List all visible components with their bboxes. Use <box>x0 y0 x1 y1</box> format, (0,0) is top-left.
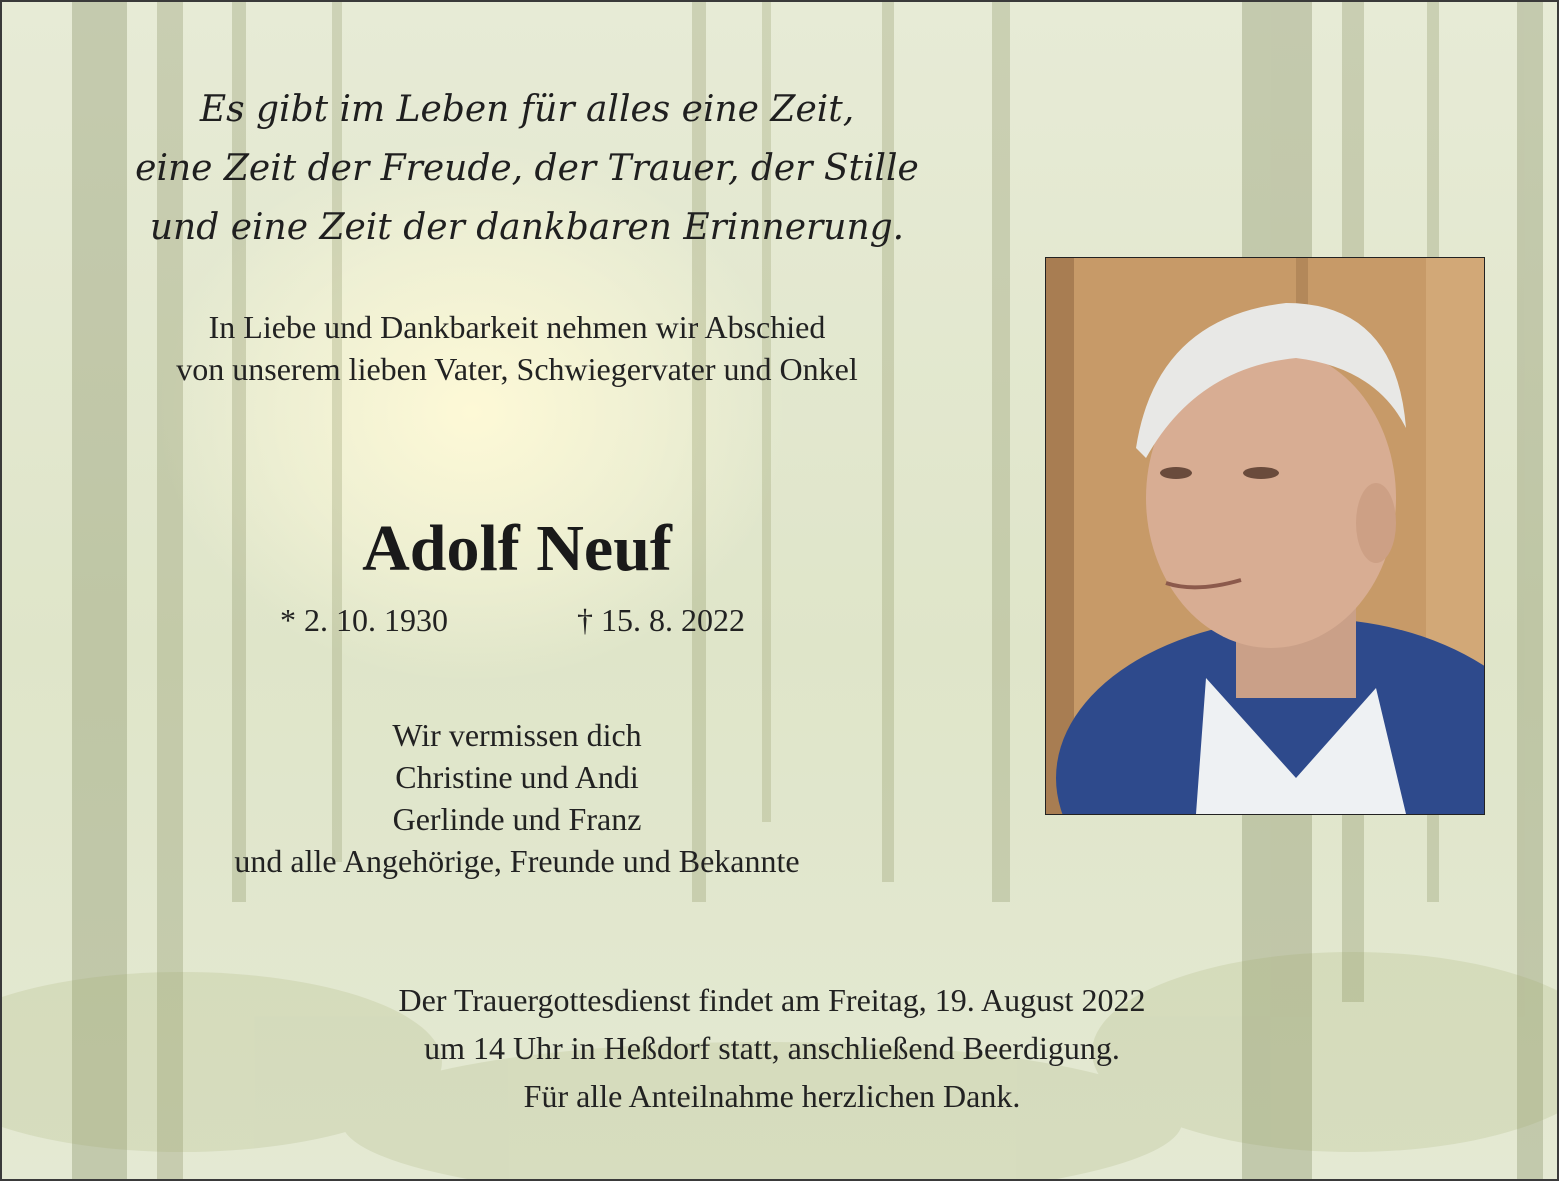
farewell-intro <box>92 306 942 390</box>
death-date: † 15. 8. 2022 <box>577 602 745 638</box>
service-notice <box>272 976 1272 1120</box>
verse-line-2: eine Zeit der Freude, der Trauer, der Stille <box>135 148 919 189</box>
service-line-2: um 14 Uhr in Heßdorf statt, anschließend Beerdigung. <box>424 1030 1120 1066</box>
mourners-line-1: Wir vermissen dich <box>392 717 642 753</box>
portrait-photo <box>1045 257 1485 815</box>
intro-line-1: In Liebe und Dankbarkeit nehmen wir Abschied <box>208 309 826 345</box>
intro-line-2: von unserem lieben Vater, Schwiegervater und Onkel <box>176 351 858 387</box>
mourners-line-2: Christine und Andi <box>395 759 639 795</box>
portrait-illustration <box>1046 258 1484 814</box>
birth-date: * 2. 10. 1930 <box>280 602 448 638</box>
verse-line-3: und eine Zeit der dankbaren Erinnerung. <box>149 207 905 248</box>
deceased-name: Adolf Neuf <box>362 512 672 585</box>
verse <box>62 80 992 257</box>
service-line-1: Der Trauergottesdienst findet am Freitag, 19. August 2022 <box>398 982 1146 1018</box>
mourners-line-3: Gerlinde und Franz <box>392 801 642 837</box>
mourners-signature <box>172 714 862 882</box>
service-line-3: Für alle Anteilnahme herzlichen Dank. <box>523 1078 1021 1114</box>
mourners-line-4: und alle Angehörige, Freunde und Bekannte <box>234 843 800 879</box>
verse-line-1: Es gibt im Leben für alles eine Zeit, <box>199 89 855 130</box>
